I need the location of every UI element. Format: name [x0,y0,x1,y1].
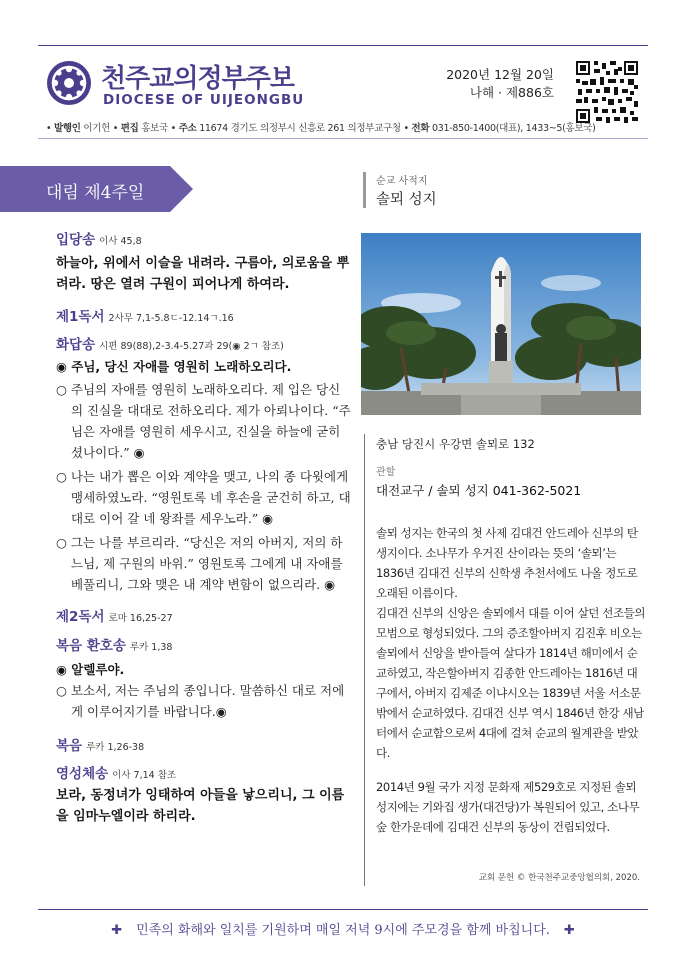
entrance-heading [56,228,351,248]
office-address: 11674 경기도 의정부시 신흥로 261 의정부교구청 [199,123,401,134]
gospel-label: 복음 [56,738,83,754]
issue-info [446,66,554,102]
info-rule [38,138,648,139]
source-credit: 교회 문헌 © 한국천주교중앙협의회, 2020. [478,873,640,883]
first-reading-label: 제1독서 [56,309,105,325]
entrance-text: 하늘아, 위에서 이슬을 내려라. 구름아, 의로움을 뿌려라. 땅은 열려 구원이 피어나게 하여라. [56,256,350,292]
footer [0,919,686,938]
psalm-verse-3: ○ 그는 나를 부르리라. “당신은 저의 아버지, 저의 하느님, 제 구원의 바위.” 영원토록 그에게 내 자애를 베풀리니, 그와 맺은 내 계약 변함이 없으리라. ◉ [56,535,343,592]
shrine-description [376,523,646,837]
office-phone: 031-850-1400(대표), 1433~5(홍보국) [432,123,596,134]
entrance-ref: 이사 45,8 [99,236,142,247]
second-reading-heading [56,605,351,625]
psalm-verse-1: ○ 주님의 자애를 영원히 노래하오리다. 제 입은 당신의 진실을 대대로 전하오리다. 제가 아뢰나이다. “주님은 자애를 영원히 세우시고, 진실을 하늘에 굳히셨나이다.” ◉ [56,382,351,460]
section-tag: 순교 사적지 [376,176,428,187]
issue-number: 나해 · 제886호 [469,85,554,100]
communion-text: 보라, 동정녀가 잉태하여 아들을 낳으리니, 그 이름을 임마누엘이라 하리라. [56,788,345,824]
acclamation-heading [56,634,351,654]
diocese-logo-icon [46,60,92,106]
phone-label: 전화 [411,123,430,134]
shrine-photo [361,233,641,415]
jurisdiction-label: 관할 [376,467,396,478]
bottom-rule [38,909,648,910]
address-label: 주소 [178,123,197,134]
publisher: 이기헌 [83,123,111,134]
second-reading-label: 제2독서 [56,609,105,625]
first-reading-heading [56,305,351,325]
cross-icon: ✚ [563,923,575,938]
second-reading-ref: 로마 16,25-27 [108,613,173,624]
psalm-label: 화답송 [56,337,96,353]
communion-label: 영성체송 [56,766,109,782]
acclamation-verse: ○ 보소서, 저는 주님의 종입니다. 말씀하신 대로 저에게 이루어지기를 바랍니다.◉ [56,683,345,719]
psalm-heading [56,333,351,353]
acclamation-ref: 루카 1,38 [129,642,173,653]
communion-ref: 이사 7,14 참조 [112,770,177,781]
shrine-paragraph-3: 2014년 9월 국가 지정 문화재 제529호로 지정된 솔뫼 성지에는 기와집 생가(대건당)가 복원되어 있고, 소나무 숲 한가운데에 김대건 신부의 동상이 건립되었다. [376,780,640,834]
sunday-title: 대림 제4주일 [46,183,145,203]
psalm-verse-2: ○ 나는 내가 뽑은 이와 계약을 맺고, 나의 종 다윗에게 맹세하였노라. “영원토록 네 후손을 굳건히 하고, 대대로 이어 갈 네 왕좌를 세우노라.” ◉ [56,469,351,526]
cross-icon: ✚ [111,923,123,938]
shrine-paragraph-1: 솔뫼 성지는 한국의 첫 사제 김대건 안드레아 신부의 탄생지이다. 소나무가 우거진 산이라는 뜻의 ‘솔뫼’는 1836년 김대건 신부의 신학생 추천서에도 나올 정도로 오래된 이름이다. [376,526,638,600]
gospel-ref: 루카 1,26-38 [86,742,145,753]
publication-info: • 발행인 이기헌 • 편집 홍보국 • 주소 11674 경기도 의정부시 신흥로 261 의정부교구청 • 전화 031-850-1400(대표), 1433~5(홍보국) [46,123,596,134]
entrance-label: 입당송 [56,232,96,248]
top-rule [38,45,648,46]
column-divider [364,434,365,886]
qr-code-icon[interactable] [576,61,638,123]
gospel-heading [56,734,351,754]
editor-label: 편집 [120,123,139,134]
first-reading-ref: 2사무 7,1-5.8ㄷ-12.14ㄱ.16 [108,313,234,324]
communion-heading [56,762,351,782]
footer-text: 민족의 화해와 일치를 기원하며 매일 저녁 9시에 주모경을 함께 바칩니다. [136,923,550,938]
acclamation-label: 복음 환호송 [56,638,126,654]
masthead-title: 천주교의정부주보 [101,64,294,94]
editor: 홍보국 [141,123,168,134]
psalm-ref: 시편 89(88),2-3.4-5.27과 29(◉ 2ㄱ 참조) [99,341,284,352]
shrine-paragraph-2: 김대건 신부의 신앙은 솔뫼에서 대를 이어 살던 선조들의 모범으로 형성되었다. 그의 증조할아버지 김진후 비오는 솔뫼에서 신앙을 받아들여 살다가 1814년 해미에서 순교하였고, 작은할아버지 김종한 안드레아는 1816년 대구에서, 아버지 김제준 이냐시오는 1839년 서울 서소문 밖에서 순교하였다. 김대건 신부 역시 1846년 한강 새남터에서 순교함으로써 4대에 걸쳐 순교의 월계관을 받았다. [376,606,646,760]
tag-bar [363,172,366,208]
publisher-label: 발행인 [54,123,81,134]
readings-column [56,228,351,827]
masthead-subtitle: DIOCESE OF UIJEONGBU [103,92,305,108]
issue-date: 2020년 12월 20일 [446,67,554,82]
acclamation-response: ◉ 알렐루야. [56,662,125,677]
psalm-response: ◉ 주님, 당신 자애를 영원히 노래하오리다. [56,359,292,374]
shrine-name: 솔뫼 성지 [376,192,437,208]
shrine-address: 충남 당진시 우강면 솔뫼로 132 [376,437,535,451]
jurisdiction-value: 대전교구 / 솔뫼 성지 041-362-5021 [376,483,582,498]
